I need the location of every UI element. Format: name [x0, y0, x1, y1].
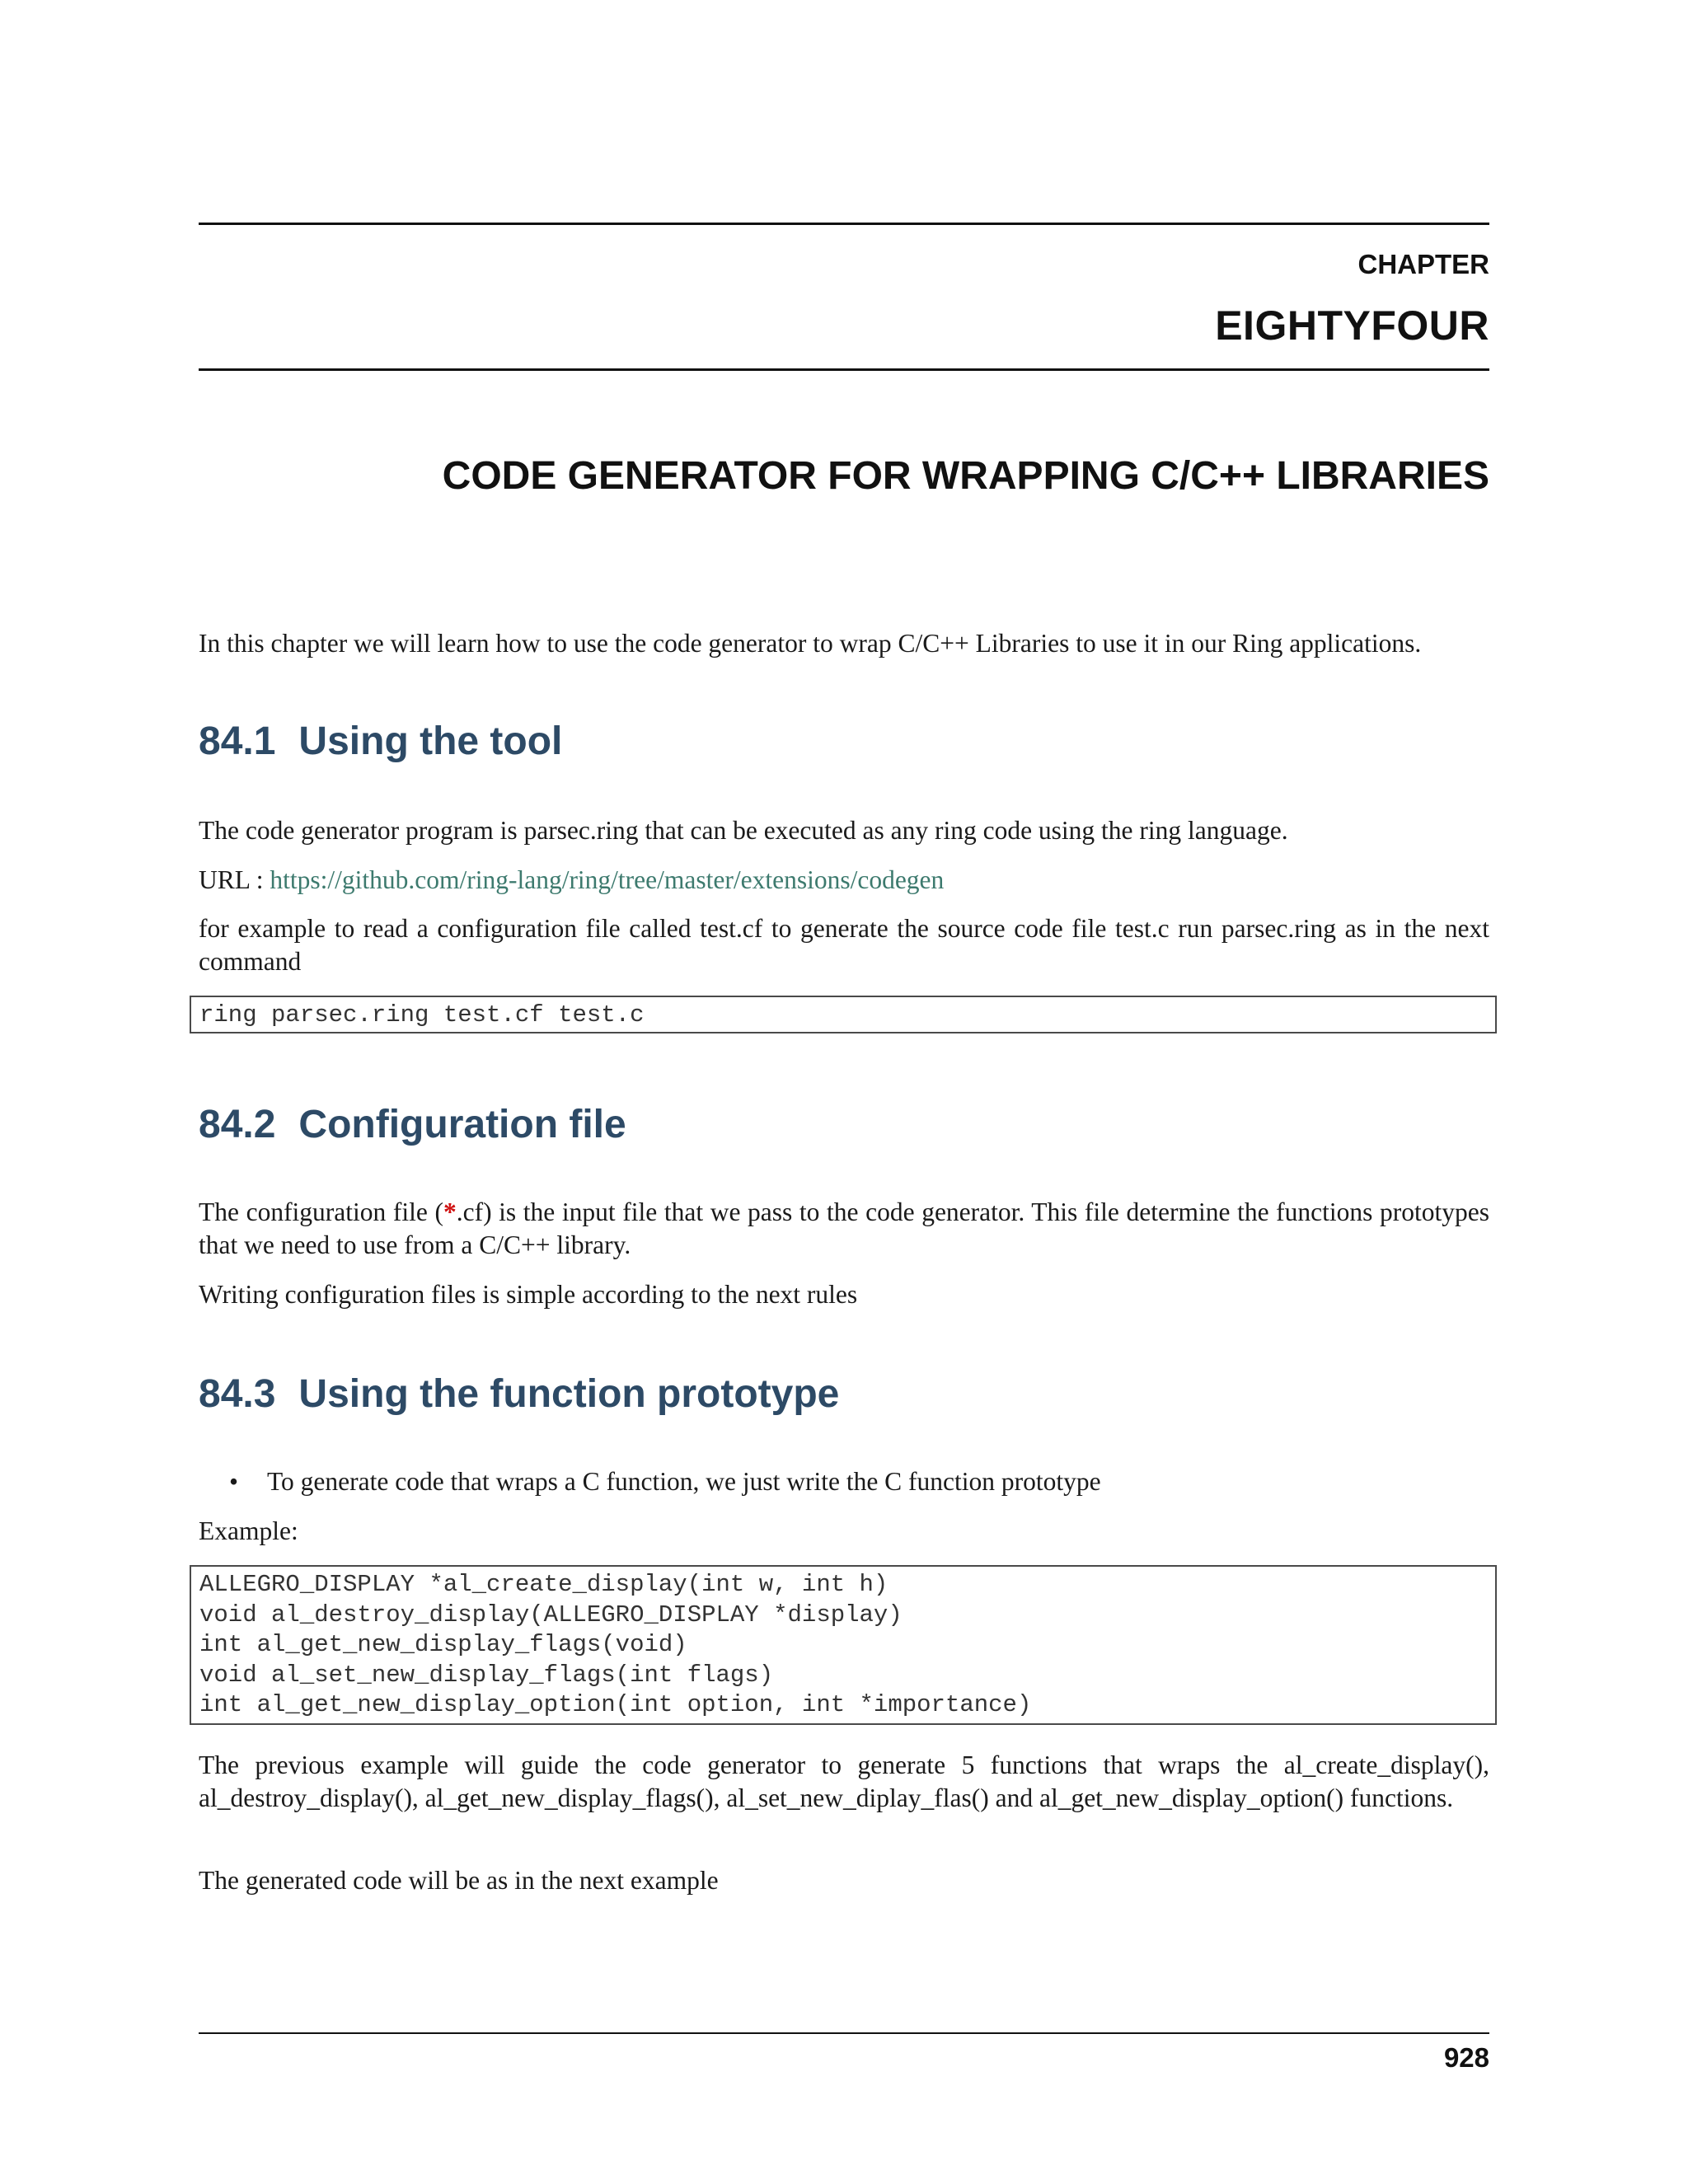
example-label: Example: — [199, 1516, 298, 1545]
section2-paragraph — [199, 1196, 1489, 1262]
url-line — [199, 864, 1489, 897]
code-line: void al_set_new_display_flags(int flags) — [199, 1661, 774, 1689]
url-label: URL : — [199, 865, 270, 894]
code-line: int al_get_new_display_option(int option, int *importance) — [199, 1691, 1032, 1718]
code-block-command — [190, 996, 1497, 1033]
section-title: Configuration file — [298, 1103, 626, 1146]
code-line: ring parsec.ring test.cf test.c — [199, 1001, 645, 1029]
text-fragment: The configuration file ( — [199, 1197, 443, 1226]
chapter-number: EIGHTYFOUR — [1215, 302, 1489, 349]
code-block-prototypes — [190, 1565, 1497, 1725]
section2-paragraph-2: Writing configuration files is simple according to the next rules — [199, 1280, 858, 1309]
section-number: 84.2 — [199, 1103, 276, 1146]
asterisk-marker: * — [443, 1197, 457, 1226]
section-title: Using the tool — [298, 719, 563, 763]
section-number: 84.3 — [199, 1372, 276, 1416]
code-line: int al_get_new_display_flags(void) — [199, 1631, 687, 1658]
header-bottom-rule — [199, 368, 1489, 371]
intro-paragraph: In this chapter we will learn how to use the code generator to wrap C/C++ Libraries to use it in our Ring applications. — [199, 629, 1422, 658]
section-heading-84-1 — [199, 719, 562, 764]
bullet-item — [229, 1465, 1477, 1498]
section1-paragraph-2: for example to read a configuration file called test.cf to generate the source code file test.c run parsec.ring as in the next command — [199, 914, 1489, 976]
section1-paragraph: The code generator program is parsec.ring that can be executed as any ring code using the ring language. — [199, 816, 1288, 845]
bullet-text: To generate code that wraps a C function, we just write the C function prototype — [267, 1467, 1101, 1496]
codegen-url-link[interactable]: https://github.com/ring-lang/ring/tree/master/extensions/codegen — [270, 865, 945, 894]
section-number: 84.1 — [199, 719, 276, 763]
code-line: ALLEGRO_DISPLAY *al_create_display(int w, int h) — [199, 1571, 889, 1598]
section-title: Using the function prototype — [298, 1372, 840, 1416]
page-number: 928 — [1443, 2042, 1489, 2073]
chapter-label: CHAPTER — [1357, 249, 1489, 279]
text-fragment: .cf) is the input file that we pass to the code generator. This file determine the functions prototypes that we need to use from a C/C++ library. — [199, 1197, 1489, 1259]
section-heading-84-3 — [199, 1371, 839, 1417]
code-line: void al_destroy_display(ALLEGRO_DISPLAY *display) — [199, 1601, 903, 1629]
section3-paragraph-2: The generated code will be as in the next example — [199, 1866, 719, 1895]
section3-paragraph: The previous example will guide the code generator to generate 5 functions that wraps the al_create_display(), al_destroy_display(), al_get_new_display_flags(), al_set_new_diplay_flas() and al_get_new_display_option() functions. — [199, 1750, 1489, 1812]
section-heading-84-2 — [199, 1102, 626, 1147]
bullet-icon: • — [229, 1467, 239, 1496]
header-top-rule — [199, 223, 1489, 225]
footer-rule — [199, 2032, 1489, 2034]
chapter-title: CODE GENERATOR FOR WRAPPING C/C++ LIBRARIES — [442, 454, 1489, 498]
